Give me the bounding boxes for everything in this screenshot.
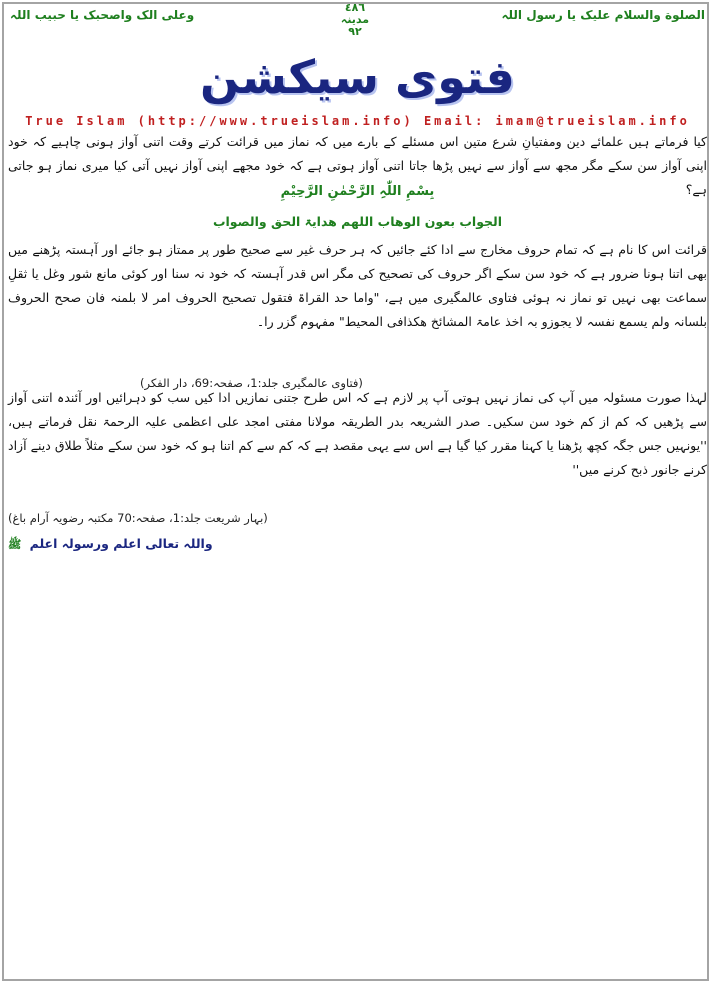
honorific-mark: ﷺ (8, 538, 22, 551)
issue-badge (300, 2, 410, 38)
issue-sub: ٩٢ (348, 25, 362, 38)
question-text: کیا فرماتے ہیں علمائے دین ومفتیانِ شرع متین اس مسئلے کے بارے میں کہ نماز میں قرائت کرتے وقت اتنی آواز ہونی چاہیے کہ خود اپنی آواز سن سکے مگر مجھ سے آواز سے نہیں پڑھا جاتا اتنی آواز ہوتی ہے کہ خود مجھے اپنی آواز نہیں آتی کیا میری نماز ہو جاتی ہے؟ (8, 134, 707, 197)
salutation-left: وعلی الک واصحبک یا حبیب اللہ (10, 8, 195, 22)
closing-text: واللہ تعالی اعلم ورسولہ اعلم (29, 536, 213, 551)
site-contact-line: True Islam (http://www.trueislam.info) Email: imam@trueislam.info (25, 114, 690, 128)
issue-label: مدینہ (340, 13, 370, 26)
answer-paragraph-1: قرائت اس کا نام ہے کہ تمام حروف مخارج سے ادا کئے جائیں کہ ہر حرف غیر سے صحیح طور پر ممتاز ہو جائے اور آہستہ پڑھنے میں بھی اتنا ہونا ضرور ہے کہ خود سن سکے اگر حروف کی تصحیح کی مگر اس قدر آہستہ کہ خود نہ سنا اور کوئی مانع شور وغل یا ثقلِ سماعت بھی نہیں تو نماز نہ ہوئی فتاوی عالمگیری میں ہے، "واما حد القراۃ فتقول تصحیح الحروف امر لا بلمنہ فان صحح الحروف بلسانہ ولم یسمع نفسہ لا یجوزو بہ اخذ عامۃ المشائخ ھکذافی المحیط" مفہوم گزر را۔ (8, 242, 707, 329)
reference-2: (بہار شریعت جلد:1، صفحہ:70 مکتبہ رضویہ آرام باغ) (8, 511, 268, 525)
bismillah: بِسْمِ اللّٰہِ الرَّحْمٰنِ الرَّحِیْمِ (280, 184, 435, 199)
answer-paragraph-2: لہذا صورت مسئولہ میں آپ کی نماز نہیں ہوتی آپ پر لازم ہے کہ اس طرح جتنی نمازیں ادا کیں سب کو دہرائیں اور آئندہ اتنی آواز سے پڑھیں کہ کم از کم خود سن سکیں۔ صدر الشریعہ بدر الطریقہ مولانا مفتی امجد علی اعظمی علیہ الرحمۃ نقل فرماتے ہیں، ''یونہیں جس جگہ کچھ پڑھنا یا کہنا مقرر کیا گیا ہے اس سے یہی مقصد ہے کہ کم سے کم اتنا ہو کہ خود سن سکے مثلاً طلاق دینے آزاد کرنے جانور ذبح کرنے میں'' (8, 390, 707, 477)
closing-line (8, 536, 213, 554)
issue-number: ٤٨٦ (344, 1, 366, 14)
page-title: فتوی سیکشن (200, 50, 515, 104)
answer-intro: الجواب بعون الوھاب اللھم ھدایۃ الحق والصواب (212, 214, 503, 229)
salutation-right: الصلوة والسلام علیک یا رسول اللہ (501, 8, 705, 22)
reference-1: (فتاوی عالمگیری جلد:1، صفحہ:69، دار الفکر) (140, 376, 363, 390)
